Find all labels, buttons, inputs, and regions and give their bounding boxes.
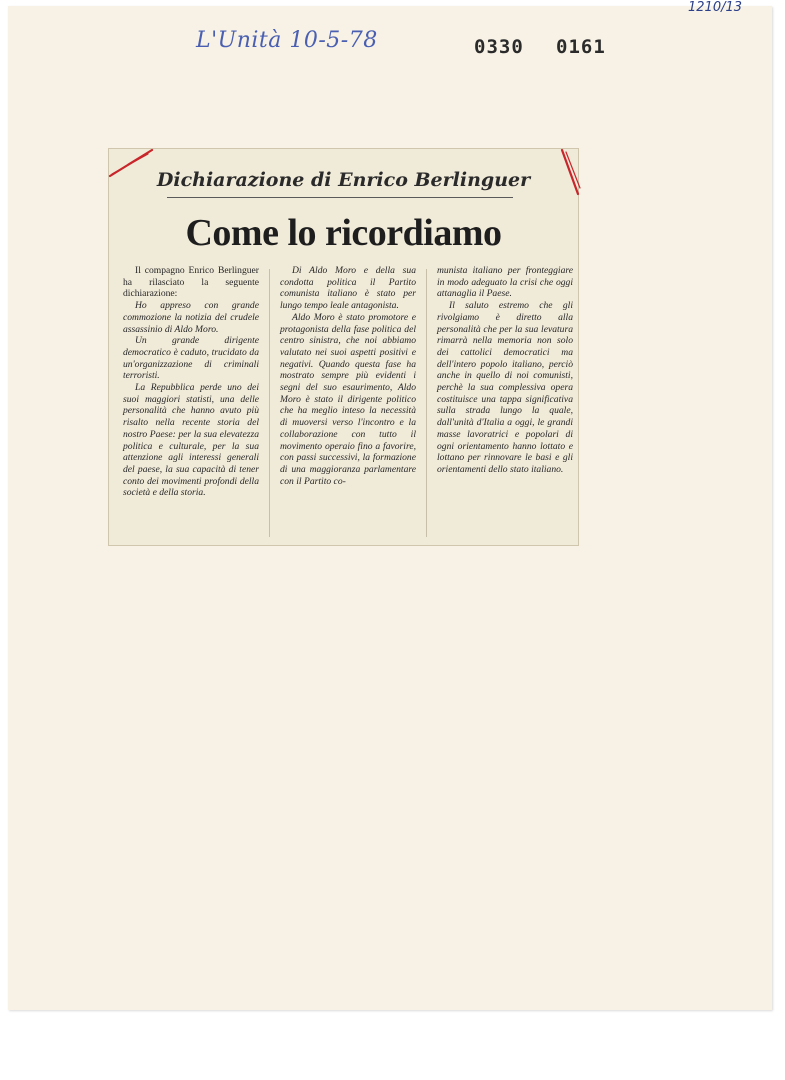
column-separator [426, 269, 427, 537]
column-2-paragraph-1: Di Aldo Moro e della sua condotta politica il Partito comunista italiano è stato per lungo tempo leale antagonista. [280, 265, 416, 312]
article-column-2 [280, 265, 416, 541]
column-1-paragraph-1: Ho appreso con grande commozione la notizia del crudele assassinio di Aldo Moro. [123, 300, 259, 335]
article-headline: Come lo ricordiamo [185, 212, 502, 254]
corner-archive-note: 1210/13 [688, 0, 743, 15]
article-kicker: Dichiarazione di Enrico Berlinguer [156, 169, 531, 191]
archive-stamp-left: 0330 [474, 36, 524, 58]
handwritten-source-date: L'Unità 10-5-78 [196, 28, 378, 53]
article-column-3 [437, 265, 573, 541]
article-column-1 [123, 265, 259, 541]
column-1-paragraph-2: Un grande dirigente democratico è caduto, trucidato da un'organizzazione di criminali terroristi. [123, 335, 259, 382]
article-body [123, 265, 573, 541]
column-2-paragraph-2: Aldo Moro è stato promotore e protagonista della fase politica del centro sinistra, che noi abbiamo valutato nei suoi aspetti positivi e negativi. Quando questa fase ha mostrato sempre più evidenti i segni del suo esaurimento, Aldo Moro è stato il dirigente politico che ha meglio inteso la necessità di muoversi verso l'incontro e la collaborazione con tutto il movimento operaio fino a favorire, con passi successivi, la formazione di una maggioranza parlamentare con il Partito co- [280, 311, 416, 487]
column-1-intro: Il compagno Enrico Berlinguer ha rilasciato la seguente dichiarazione: [123, 265, 259, 300]
column-1-paragraph-3: La Repubblica perde uno dei suoi maggiori statisti, una delle personalità che hanno avuto più risalto nella recente storia del nostro Paese: per la sua elevatezza politica e culturale, per la sua attenzione agli interessi generali del paese, la sua capacità di tener conto dei movimenti profondi della società e della storia. [123, 382, 259, 499]
column-3-paragraph-1: munista italiano per fronteggiare in modo adeguato la crisi che oggi attanaglia il Paese. [437, 265, 573, 300]
archive-stamp-right: 0161 [556, 36, 606, 58]
column-3-paragraph-2: Il saluto estremo che gli rivolgiamo è diretto alla personalità che per la sua levatura rimarrà nella memoria non solo dei cattolici democratici ma dell'intero popolo italiano, perciò anche in quello di noi comunisti, perchè la sua complessiva opera costituisce una tappa significativa sulla strada lungo la quale, dall'unità d'Italia a oggi, le grandi masse lavoratrici e popolari di ogni orientamento hanno lottato e lottano per rinnovare le basi e gli orientamenti dello stato italiano. [437, 300, 573, 475]
kicker-rule [167, 197, 513, 198]
column-separator [269, 269, 270, 537]
newspaper-clipping [108, 148, 579, 546]
